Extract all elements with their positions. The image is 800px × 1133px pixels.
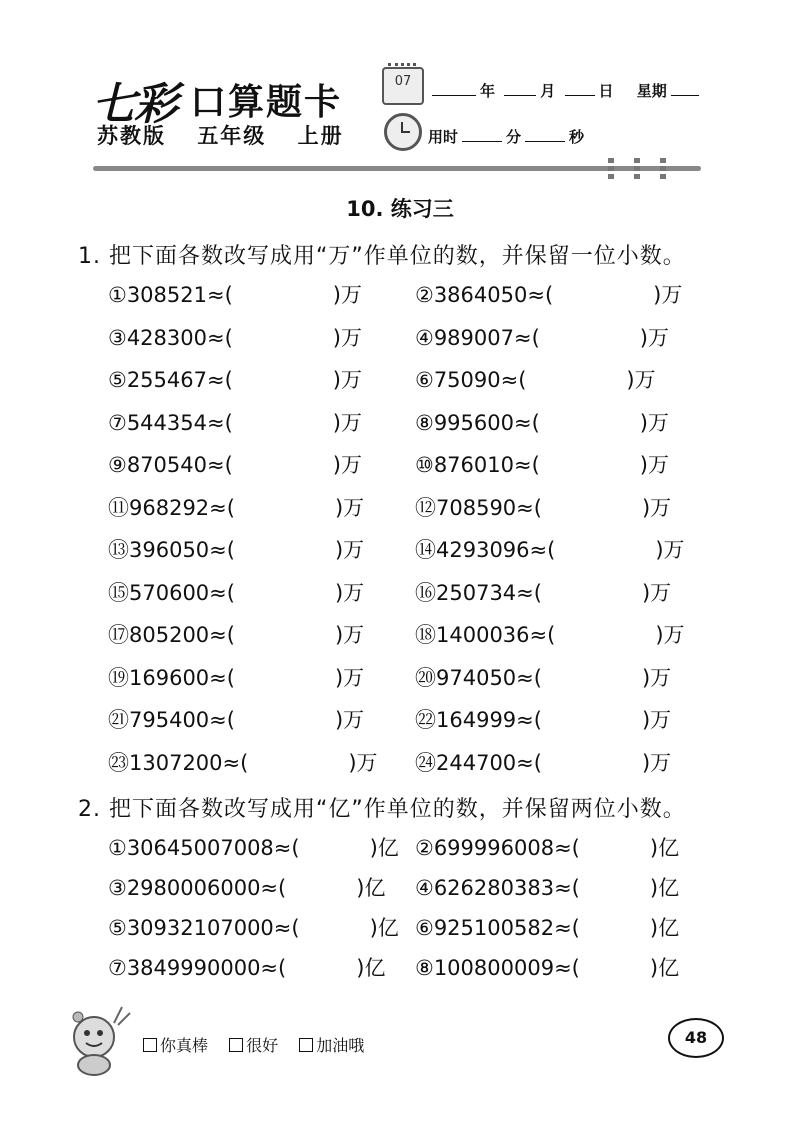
rating-excellent-label: 你真棒 xyxy=(160,1036,209,1055)
exercise-item xyxy=(108,619,364,649)
unit-label: 亿 xyxy=(364,956,386,980)
section1-instruction: 1. 把下面各数改写成用“万”作单位的数，并保留一位小数。 xyxy=(78,244,686,269)
checkbox-icon[interactable] xyxy=(229,1038,243,1052)
date-month-label: 月 xyxy=(540,82,556,100)
closing-paren: ) xyxy=(348,750,357,775)
exercise-question: ㉒164999≈( xyxy=(415,708,542,732)
closing-paren: ) xyxy=(649,876,659,900)
exercise-item xyxy=(415,662,671,692)
closing-paren: ) xyxy=(653,283,662,307)
closing-paren: ) xyxy=(369,916,378,940)
closing-paren: ) xyxy=(641,750,651,775)
closing-paren: ) xyxy=(356,956,365,980)
unit-label: 万 xyxy=(340,410,362,435)
unit-label: 万 xyxy=(343,538,365,562)
closing-paren: ) xyxy=(356,876,365,900)
exercise-item xyxy=(108,449,362,479)
weekday-label: 星期 xyxy=(636,82,667,100)
exercise-item xyxy=(415,619,685,649)
exercise-question: ⑧995600≈( xyxy=(415,410,540,435)
section2-instruction: 2. 把下面各数改写成用“亿”作单位的数，并保留两位小数。 xyxy=(78,797,686,822)
exercise-question: ㉔244700≈( xyxy=(415,750,542,775)
unit-label: 万 xyxy=(650,495,672,520)
exercise-question: ①308521≈( xyxy=(108,283,233,307)
exercise-question: ㉓1307200≈( xyxy=(108,750,249,775)
year-blank[interactable] xyxy=(432,83,476,96)
brand-title: 口算题卡 xyxy=(190,82,343,123)
page-number: 48 xyxy=(668,1018,724,1058)
exercise-question: ②699996008≈( xyxy=(415,836,580,860)
rating-good-label: 很好 xyxy=(246,1036,279,1055)
exercise-item xyxy=(108,407,362,437)
unit-label: 万 xyxy=(647,410,669,435)
closing-paren: ) xyxy=(332,410,341,435)
exercise-question: ⑥75090≈( xyxy=(415,368,527,392)
mascot-illustration xyxy=(64,1003,136,1079)
exercise-item xyxy=(415,364,656,394)
exercise-item xyxy=(415,747,671,777)
rating-keep-going[interactable] xyxy=(299,1036,364,1055)
exercise-item xyxy=(415,912,679,942)
exercise-question: ⑯250734≈( xyxy=(415,580,542,605)
exercise-question: ⑲169600≈( xyxy=(108,665,235,690)
closing-paren: ) xyxy=(334,665,344,690)
time-line xyxy=(428,126,584,147)
closing-paren: ) xyxy=(649,836,659,860)
abacus-beads-decoration xyxy=(604,158,670,180)
unit-label: 万 xyxy=(343,495,365,520)
minute-label: 分 xyxy=(506,128,522,146)
unit-label: 万 xyxy=(343,708,365,732)
unit-label: 万 xyxy=(650,665,672,690)
closing-paren: ) xyxy=(626,368,635,392)
exercise-item xyxy=(415,704,671,734)
exercise-question: ⑤30932107000≈( xyxy=(108,916,300,940)
unit-label: 万 xyxy=(661,283,683,307)
unit-label: 万 xyxy=(340,368,362,392)
unit-label: 亿 xyxy=(377,836,399,860)
calendar-icon xyxy=(382,67,424,105)
closing-paren: ) xyxy=(334,580,344,605)
exercise-question: ④989007≈( xyxy=(415,325,540,350)
checkbox-icon[interactable] xyxy=(299,1038,313,1052)
exercise-question: ⑮570600≈( xyxy=(108,580,235,605)
exercise-question: ⑩876010≈( xyxy=(415,453,540,477)
closing-paren: ) xyxy=(641,580,651,605)
exercise-question: ⑪968292≈( xyxy=(108,495,235,520)
closing-paren: ) xyxy=(334,708,344,732)
unit-label: 万 xyxy=(343,623,365,647)
exercise-question: ㉑795400≈( xyxy=(108,708,235,732)
lesson-title: 10. 练习三 xyxy=(346,197,454,221)
exercise-item xyxy=(415,449,669,479)
unit-label: 万 xyxy=(356,750,378,775)
closing-paren: ) xyxy=(639,410,648,435)
exercise-question: ①30645007008≈( xyxy=(108,836,300,860)
exercise-item xyxy=(108,364,362,394)
exercise-item xyxy=(415,322,669,352)
exercise-question: ②3864050≈( xyxy=(415,283,554,307)
unit-label: 万 xyxy=(650,750,672,775)
volume: 上册 xyxy=(297,124,344,148)
unit-label: 万 xyxy=(340,325,362,350)
unit-label: 万 xyxy=(634,368,656,392)
unit-label: 亿 xyxy=(658,836,680,860)
exercise-question: ⑳974050≈( xyxy=(415,665,542,690)
closing-paren: ) xyxy=(334,538,344,562)
edition: 苏教版 xyxy=(97,124,166,148)
exercise-item xyxy=(415,872,679,902)
unit-label: 万 xyxy=(340,283,362,307)
exercise-item xyxy=(415,492,671,522)
date-day-label: 日 xyxy=(598,82,614,100)
checkbox-icon[interactable] xyxy=(143,1038,157,1052)
exercise-question: ④626280383≈( xyxy=(415,876,580,900)
closing-paren: ) xyxy=(332,453,341,477)
closing-paren: ) xyxy=(334,623,344,647)
exercise-item xyxy=(415,952,679,982)
exercise-question: ⑬396050≈( xyxy=(108,538,235,562)
rating-options xyxy=(143,1033,364,1056)
exercise-question: ⑦3849990000≈( xyxy=(108,956,287,980)
exercise-item xyxy=(108,279,362,309)
grade: 五年级 xyxy=(197,124,267,148)
exercise-item xyxy=(415,832,679,862)
unit-label: 万 xyxy=(663,623,685,647)
exercise-question: ③2980006000≈( xyxy=(108,876,287,900)
date-year-label: 年 xyxy=(480,82,496,100)
closing-paren: ) xyxy=(332,325,341,350)
closing-paren: ) xyxy=(332,283,341,307)
exercise-question: ⑰805200≈( xyxy=(108,623,235,647)
brand-script: 七彩 xyxy=(92,79,176,130)
exercise-question: ⑨870540≈( xyxy=(108,453,233,477)
unit-label: 亿 xyxy=(658,956,680,980)
clock-icon xyxy=(384,113,422,151)
unit-label: 万 xyxy=(650,708,672,732)
second-label: 秒 xyxy=(569,128,585,146)
exercise-item xyxy=(108,747,378,777)
edition-line xyxy=(97,120,366,150)
unit-label: 亿 xyxy=(377,916,399,940)
closing-paren: ) xyxy=(334,495,344,520)
exercise-item xyxy=(108,534,364,564)
unit-label: 亿 xyxy=(364,876,386,900)
exercise-question: ⑧100800009≈( xyxy=(415,956,580,980)
minute-blank[interactable] xyxy=(462,129,502,142)
exercise-item xyxy=(108,952,385,982)
unit-label: 亿 xyxy=(658,876,680,900)
exercise-item xyxy=(108,872,385,902)
rating-excellent[interactable] xyxy=(143,1036,208,1055)
closing-paren: ) xyxy=(655,538,664,562)
closing-paren: ) xyxy=(649,956,659,980)
exercise-item xyxy=(108,322,362,352)
exercise-item xyxy=(108,577,364,607)
exercise-question: ⑥925100582≈( xyxy=(415,916,580,940)
closing-paren: ) xyxy=(332,368,341,392)
exercise-item xyxy=(415,279,682,309)
rating-good[interactable] xyxy=(229,1036,278,1055)
exercise-question: ⑭4293096≈( xyxy=(415,538,556,562)
unit-label: 万 xyxy=(647,453,669,477)
exercise-item xyxy=(108,492,364,522)
closing-paren: ) xyxy=(641,495,651,520)
exercise-item xyxy=(415,577,671,607)
time-used-label: 用时 xyxy=(428,128,459,146)
unit-label: 万 xyxy=(663,538,685,562)
calendar-number: 07 xyxy=(394,74,412,89)
second-blank[interactable] xyxy=(525,129,565,142)
unit-label: 万 xyxy=(343,665,365,690)
unit-label: 万 xyxy=(340,453,362,477)
weekday-blank[interactable] xyxy=(671,83,699,96)
exercise-item xyxy=(415,407,669,437)
exercise-item xyxy=(108,912,399,942)
exercise-question: ⑫708590≈( xyxy=(415,495,542,520)
closing-paren: ) xyxy=(655,623,664,647)
rating-keep-going-label: 加油哦 xyxy=(316,1036,365,1055)
exercise-item xyxy=(415,534,685,564)
month-blank[interactable] xyxy=(504,83,536,96)
closing-paren: ) xyxy=(639,453,648,477)
unit-label: 万 xyxy=(647,325,669,350)
day-blank[interactable] xyxy=(565,83,595,96)
exercise-item xyxy=(108,704,364,734)
exercise-question: ③428300≈( xyxy=(108,325,233,350)
closing-paren: ) xyxy=(639,325,648,350)
closing-paren: ) xyxy=(649,916,659,940)
exercise-item xyxy=(108,832,399,862)
closing-paren: ) xyxy=(641,708,651,732)
unit-label: 亿 xyxy=(658,916,680,940)
exercise-question: ⑤255467≈( xyxy=(108,368,233,392)
exercise-question: ⑦544354≈( xyxy=(108,410,233,435)
closing-paren: ) xyxy=(641,665,651,690)
closing-paren: ) xyxy=(369,836,378,860)
unit-label: 万 xyxy=(650,580,672,605)
unit-label: 万 xyxy=(343,580,365,605)
exercise-question: ⑱1400036≈( xyxy=(415,623,556,647)
exercise-item xyxy=(108,662,364,692)
date-line xyxy=(428,80,703,101)
